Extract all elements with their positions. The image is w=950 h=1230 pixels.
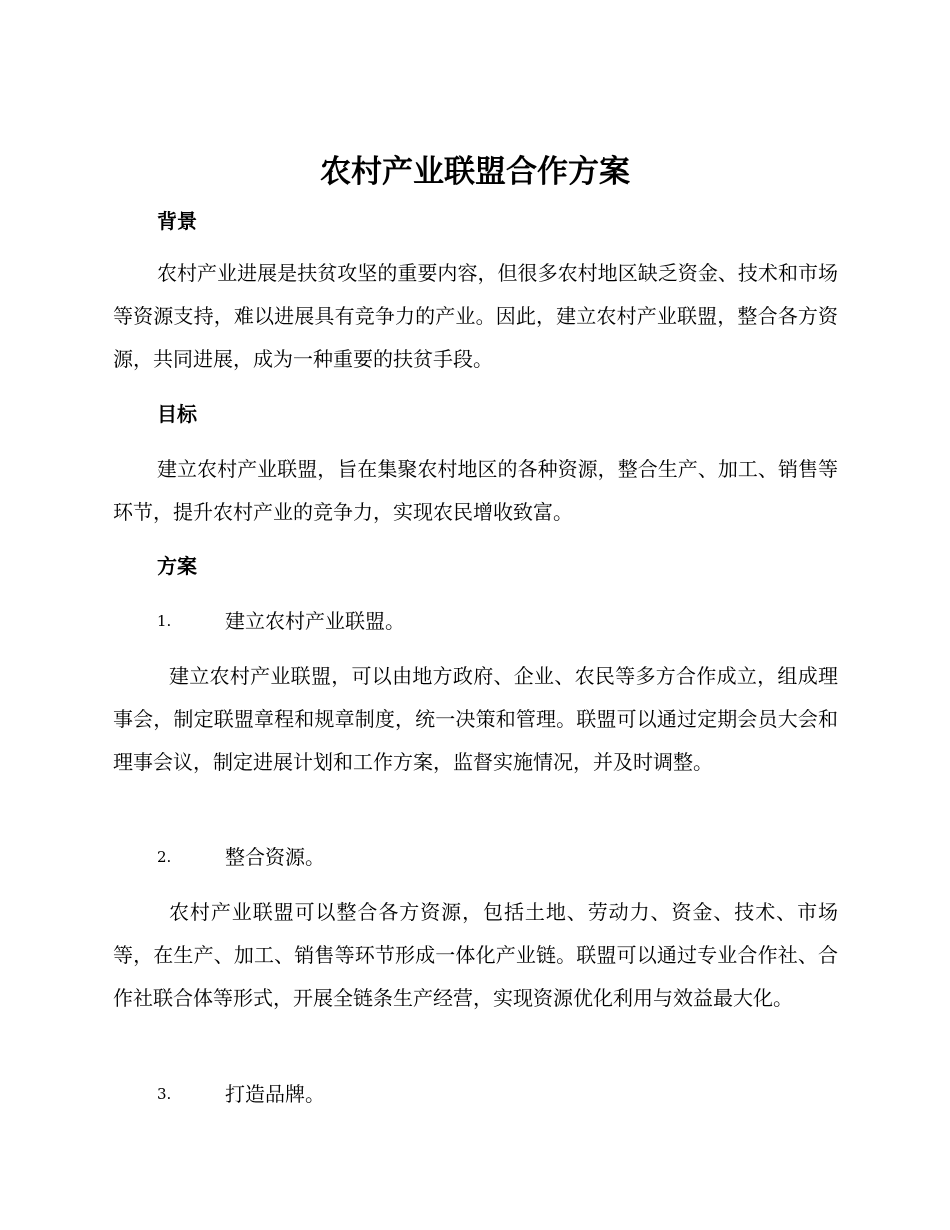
document-title: 农村产业联盟合作方案 [320,154,630,190]
list-number: 3. [157,1085,172,1103]
item-1-paragraph: 建立农村产业联盟，可以由地方政府、企业、农民等多方合作成立，组成理事会，制定联盟章程和规章制度，统一决策和管理。联盟可以通过定期会员大会和理事会议，制定进展计划和工作方案，监督实施情况，并及时调整。 [113,664,838,774]
list-number: 1. [157,612,172,630]
list-item-title: 建立农村产业联盟。 [225,609,405,633]
section-heading-background: 背景 [157,209,197,233]
list-item-title: 整合资源。 [225,845,325,869]
section-heading-plan: 方案 [157,554,197,578]
section-heading-goal: 目标 [157,402,197,426]
goal-paragraph: 建立农村产业联盟，旨在集聚农村地区的各种资源，整合生产、加工、销售等环节，提升农村产业的竞争力，实现农民增收致富。 [113,457,838,524]
background-paragraph: 农村产业进展是扶贫攻坚的重要内容，但很多农村地区缺乏资金、技术和市场等资源支持，难以进展具有竞争力的产业。因此，建立农村产业联盟，整合各方资源，共同进展，成为一种重要的扶贫手段。 [113,261,838,371]
list-number: 2. [157,848,172,866]
list-item-title: 打造品牌。 [225,1082,325,1106]
item-2-paragraph: 农村产业联盟可以整合各方资源，包括土地、劳动力、资金、技术、市场等，在生产、加工、销售等环节形成一体化产业链。联盟可以通过专业合作社、合作社联合体等形式，开展全链条生产经营，实现资源优化利用与效益最大化。 [113,900,838,1010]
